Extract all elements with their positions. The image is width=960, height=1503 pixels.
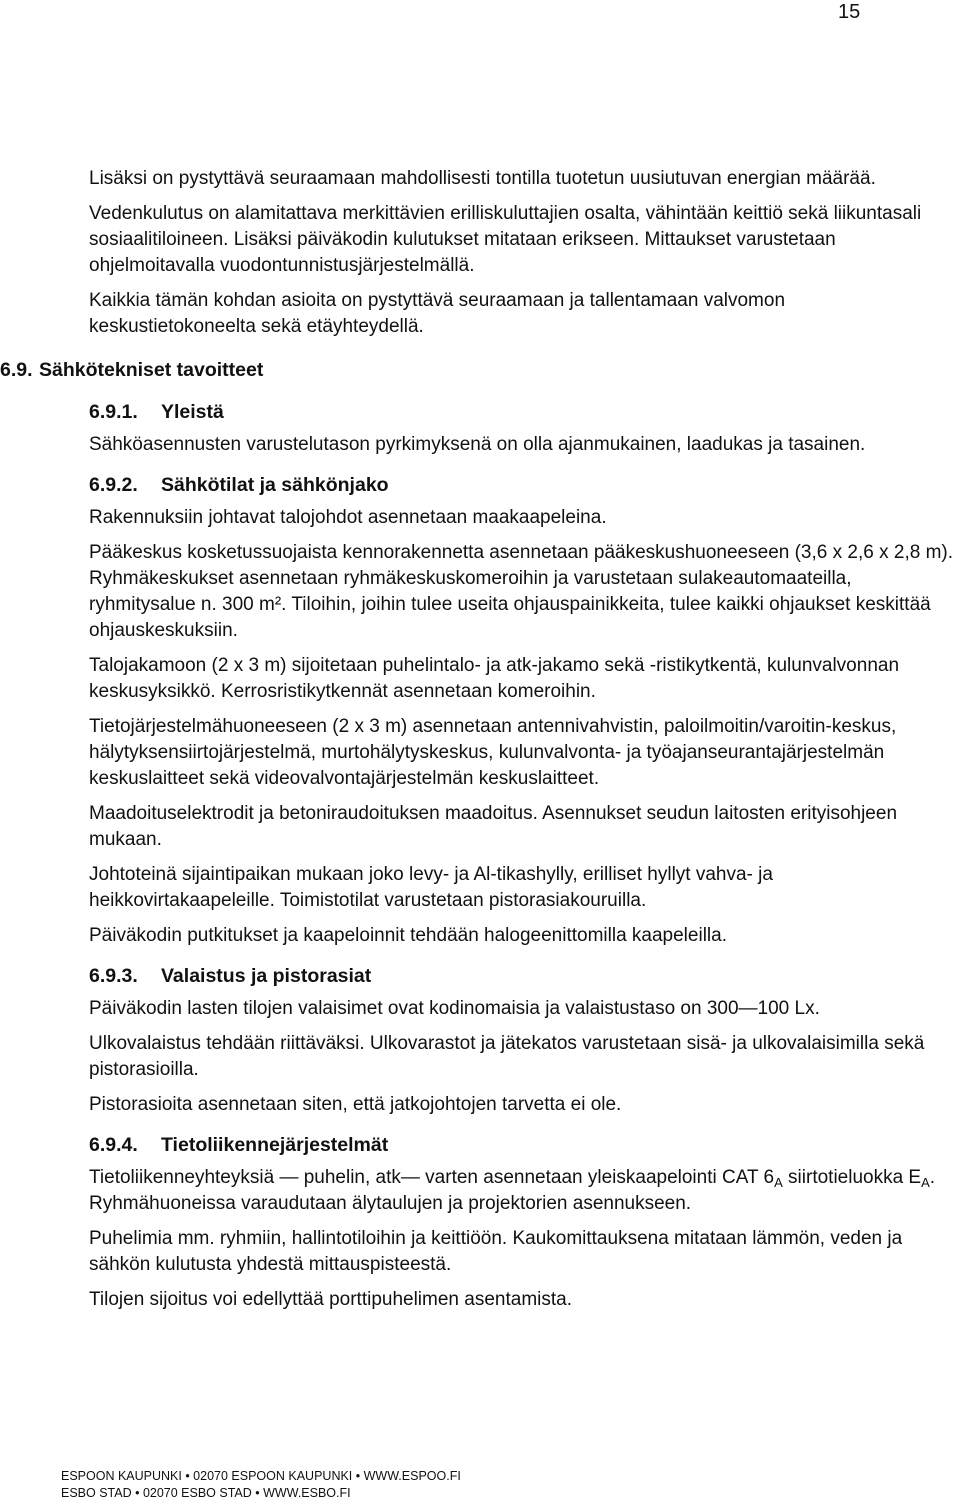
paragraph-water-consumption: Vedenkulutus on alamitattava merkittävien erilliskuluttajien osalta, vähintään keittiö sekä liikuntasali sosiaalitiloineen. Lisäksi päiväkodin kulutukset mitataan erikseen. Mittaukset varustetaan ohjelmoitavalla vuodontunnistusjärjestelmällä. [89, 203, 922, 276]
subsection-title: Sähkötilat ja sähkönjako [161, 474, 389, 496]
footer-line-swedish: ESBO STAD • 02070 ESBO STAD • WWW.ESBO.FI [61, 1486, 351, 1500]
paragraph-structured-cabling: Tietoliikenneyhteyksiä — puhelin, atk— varten asennetaan yleiskaapelointi CAT $6_A$ siirtotieluokka $E_A$. Ryhmähuoneissa varaudutaan älytaulujen ja projektorien asennukseen. [89, 1167, 936, 1214]
section-heading-6-9 [0, 357, 955, 383]
subsection-heading-6-9-4 [89, 1132, 955, 1158]
paragraph-cable-routes: Johtoteinä sijaintipaikan mukaan joko levy- ja Al-tikashylly, erilliset hyllyt vahva- ja heikkovirtakaapeleille. Toimistotilat varustetaan pistorasiakouruilla. [89, 864, 773, 911]
subsection-number: 6.9.3. [89, 965, 138, 987]
document-body [0, 166, 955, 1313]
paragraph-main-switchboard: Pääkeskus kosketussuojaista kennorakennetta asennetaan pääkeskushuoneeseen (3,6 x 2,6 x 2,8 m). Ryhmäkeskukset asennetaan ryhmäkeskuskomeroihin ja varustetaan sulakeautomaateilla, ryhmitysalue n. 300 m². Tiloihin, joihin tulee useita ohjauspainikkeita, tulee kaikki ohjaukset keskittää ohjauskeskuksiin. [89, 542, 953, 641]
paragraph-phones: Puhelimia mm. ryhmiin, hallintotiloihin ja keittiöön. Kaukomittauksena mitataan lämmön, veden ja sähkön kulutusta yhdestä mittauspisteestä. [89, 1228, 903, 1275]
paragraph-halogen-free: Päiväkodin putkitukset ja kaapeloinnit tehdään halogeenittomilla kaapeleilla. [89, 925, 727, 946]
paragraph-sockets: Pistorasioita asennetaan siten, että jatkojohtojen tarvetta ei ole. [89, 1094, 622, 1115]
paragraph-door-phone: Tilojen sijoitus voi edellyttää porttipuhelimen asentamista. [89, 1289, 572, 1310]
subsection-heading-6-9-2 [89, 472, 955, 498]
page-number: 15 [838, 1, 861, 23]
subsection-number: 6.9.4. [89, 1134, 138, 1156]
paragraph-monitoring: Kaikkia tämän kohdan asioita on pystyttävä seuraamaan ja tallentamaan valvomon keskustietokoneelta sekä etäyhteydellä. [89, 290, 786, 337]
subsection-heading-6-9-3 [89, 963, 955, 989]
paragraph-telecom-room: Talojakamoon (2 x 3 m) sijoitetaan puhelintalo- ja atk-jakamo sekä -ristikytkentä, kulunvalvonnan keskusyksikkö. Kerrosristikytkennät asennetaan komeroihin. [89, 655, 900, 702]
subsection-number: 6.9.2. [89, 474, 138, 496]
subsection-heading-6-9-1 [89, 399, 955, 425]
subsection-number: 6.9.1. [89, 401, 138, 423]
page-footer [61, 1468, 461, 1502]
section-number: 6.9. [0, 359, 33, 381]
footer-line-finnish: ESPOON KAUPUNKI • 02070 ESPOON KAUPUNKI • WWW.ESPOO.FI [61, 1469, 461, 1483]
paragraph-service-cables: Rakennuksiin johtavat talojohdot asennetaan maakaapeleina. [89, 507, 607, 528]
paragraph-renewable-energy: Lisäksi on pystyttävä seuraamaan mahdollisesti tontilla tuotetun uusiutuvan energian määrää. [89, 168, 876, 189]
subsection-title: Valaistus ja pistorasiat [161, 965, 372, 987]
subsection-title: Yleistä [161, 401, 224, 423]
paragraph-earthing: Maadoituselektrodit ja betoniraudoituksen maadoitus. Asennukset seudun laitosten erityisohjeen mukaan. [89, 803, 898, 850]
paragraph-lighting-level: Päiväkodin lasten tilojen valaisimet ovat kodinomaisia ja valaistustaso on 300—100 Lx. [89, 998, 820, 1019]
paragraph-general: Sähköasennusten varustelutason pyrkimyksenä on olla ajanmukainen, laadukas ja tasainen. [89, 434, 866, 455]
subsection-title: Tietoliikennejärjestelmät [161, 1134, 389, 1156]
paragraph-it-room: Tietojärjestelmähuoneeseen (2 x 3 m) asennetaan antennivahvistin, paloilmoitin/varoitin-keskus, hälytyksensiirtojärjestelmä, murtohälytyskeskus, kulunvalvonta- ja työajanseurantajärjestelmän keskuslaitteet sekä videovalvontajärjestelmän keskuslaitteet. [89, 716, 897, 789]
paragraph-outdoor-lighting: Ulkovalaistus tehdään riittäväksi. Ulkovarastot ja jätekatos varustetaan sisä- ja ulkovalaisimilla sekä pistorasioilla. [89, 1033, 925, 1080]
section-title: Sähkötekniset tavoitteet [39, 359, 264, 381]
